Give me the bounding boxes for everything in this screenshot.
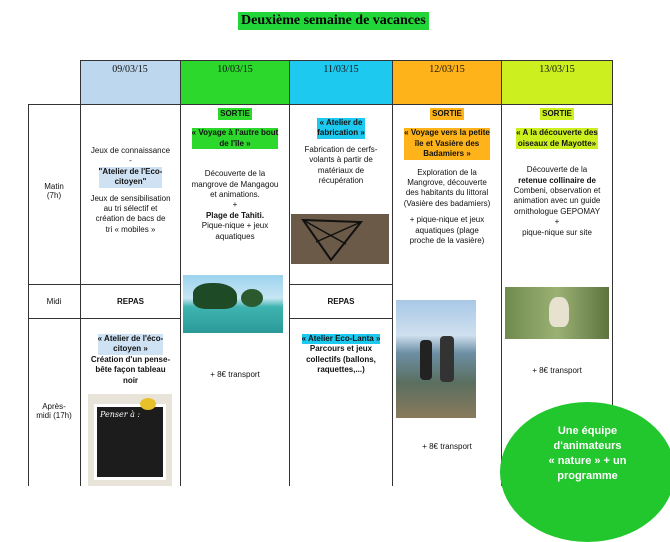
fri-morning — [502, 108, 612, 238]
text-line: bête façon tableau — [95, 365, 166, 375]
wed-morning — [290, 118, 392, 186]
mon-lunch: REPAS — [117, 297, 144, 306]
date-label: 12/03/15 — [429, 64, 465, 75]
text-line: tri « mobiles » — [105, 224, 156, 234]
col-header-fri — [502, 60, 612, 104]
chalkboard-text: Penser à : — [100, 410, 141, 419]
bird-figure — [549, 297, 569, 327]
bird-photo — [505, 287, 609, 339]
text-line: - — [129, 156, 132, 166]
thu-morning — [393, 108, 501, 246]
row-label-time: (7h) — [46, 191, 62, 200]
text-line: (Vasière des badamiers) — [403, 198, 491, 208]
thu-transport: + 8€ transport — [422, 442, 472, 451]
mangrove-trees — [241, 289, 263, 307]
grid-line — [80, 60, 81, 486]
tue-transport: + 8€ transport — [210, 370, 260, 379]
grid-line — [28, 284, 180, 285]
date-label: 10/03/15 — [217, 64, 253, 75]
wed-lunch: REPAS — [327, 297, 355, 306]
text-line: collectifs (ballons, — [306, 354, 376, 364]
text-line: retenue collinaire de — [518, 175, 596, 185]
text-line: création de bacs de — [95, 214, 166, 224]
text-line: île et Vasière des — [414, 138, 480, 148]
row-label-matin — [28, 182, 80, 200]
sortie-badge: SORTIE — [218, 108, 252, 120]
bubble-line: programme — [557, 469, 618, 482]
sortie-badge: SORTIE — [430, 108, 464, 120]
text-line: oiseaux de Mayotte» — [517, 138, 597, 148]
text-line: proche de la vasière) — [409, 235, 485, 245]
row-label-time: midi (17h) — [36, 411, 72, 420]
row-label-text: Après- — [42, 402, 66, 411]
grid-line — [290, 318, 392, 319]
text-line: au tri sélectif et — [103, 203, 158, 213]
text-line: récupération — [318, 175, 364, 185]
text-line: animation avec un guide — [513, 196, 601, 206]
text-line: des habitants du littoral — [405, 188, 489, 198]
bubble-line: « nature » + un — [548, 454, 627, 467]
text-line: fabrication » — [317, 128, 365, 138]
text-line: Mangrove, découverte — [407, 177, 487, 187]
text-line: volants à partir de — [309, 155, 373, 165]
text-line: Combeni, observation et — [513, 185, 601, 195]
text-line: « Atelier de — [319, 118, 363, 127]
date-label: 11/03/15 — [323, 64, 359, 75]
mon-afternoon — [81, 334, 180, 386]
text-line: « Voyage à l'autre bout — [191, 128, 279, 138]
col-header-wed — [290, 60, 392, 104]
mangrove-trees — [193, 283, 237, 309]
person-figure — [420, 340, 432, 380]
col-header-thu — [393, 60, 501, 104]
text-line: aquatiques (plage — [415, 225, 479, 235]
text-line: Jeux de sensibilisation — [90, 193, 171, 203]
team-bubble — [500, 402, 670, 542]
tue-morning — [181, 108, 289, 242]
text-line: Plage de Tahiti. — [205, 210, 265, 220]
outing-title — [404, 128, 490, 159]
text-line: Découverte de la — [204, 169, 266, 179]
bubble-line: Une équipe — [557, 425, 618, 437]
grid-line — [80, 60, 612, 61]
outing-title — [516, 128, 598, 149]
text-line: Exploration de la — [417, 167, 477, 177]
text-line: + pique-nique et jeux — [409, 215, 485, 225]
mangrove-photo — [183, 275, 283, 333]
kite-photo — [291, 214, 389, 264]
text-line: « Voyage vers la petite — [404, 128, 490, 138]
row-label-midi — [28, 297, 80, 306]
mon-morning — [81, 146, 180, 235]
grid-line — [28, 104, 29, 486]
text-line: Création d'un pense- — [90, 354, 171, 364]
atelier-title — [99, 167, 163, 188]
text-line: Découverte de la — [526, 165, 588, 175]
text-line: Badamiers » — [423, 149, 471, 159]
text-line: + — [232, 200, 238, 210]
row-label-apres-midi — [28, 402, 80, 420]
text-line: Fabrication de cerfs- — [304, 144, 378, 154]
atelier-title — [317, 118, 365, 139]
wed-afternoon — [290, 334, 392, 376]
sortie-badge: SORTIE — [540, 108, 574, 120]
kite-icon — [291, 214, 389, 264]
text-line: « A la découverte des — [516, 128, 598, 138]
person-figure — [440, 336, 454, 382]
text-line: aquatiques — [215, 231, 255, 241]
text-line: raquettes,...) — [317, 365, 365, 375]
text-line: Jeux de connaissance — [90, 146, 171, 155]
col-header-mon — [80, 60, 180, 104]
fri-transport: + 8€ transport — [532, 366, 582, 375]
beach-photo — [396, 300, 476, 418]
text-line: ornithologue GEPOMAY — [513, 206, 601, 216]
outing-title — [192, 128, 279, 149]
text-line: mangrove de Mangagou — [191, 179, 279, 189]
grid-line — [290, 284, 392, 285]
text-line: pique-nique sur site — [522, 227, 592, 237]
chalkboard-photo — [88, 394, 172, 486]
chalkboard — [94, 404, 166, 480]
text-line: "Atelier de l'Eco- — [98, 166, 163, 176]
bubble-line: d'animateurs — [553, 439, 622, 452]
row-label-text: Matin — [44, 182, 64, 191]
text-line: noir — [122, 375, 139, 385]
atelier-title — [98, 334, 164, 355]
grid-line — [28, 104, 612, 105]
text-line: citoyen" — [114, 177, 147, 187]
text-line: et animations. — [210, 189, 260, 199]
date-label: 09/03/15 — [112, 64, 148, 75]
text-line: « Atelier de l'éco- — [97, 334, 164, 343]
text-line: de l'île » — [219, 138, 251, 148]
row-label-text: Midi — [46, 297, 62, 306]
col-header-tue — [181, 60, 289, 104]
text-line: Parcours et jeux — [309, 344, 373, 354]
grid-line — [28, 318, 180, 319]
text-line: Pique-nique + jeux — [201, 221, 269, 231]
text-line: + — [554, 217, 560, 227]
flower-decoration — [140, 398, 156, 410]
date-label: 13/03/15 — [539, 64, 575, 75]
atelier-title: « Atelier Eco-Lanta » — [301, 334, 381, 343]
text-line: citoyen » — [113, 344, 148, 354]
text-line: matériaux de — [317, 165, 365, 175]
page-title: Deuxième semaine de vacances — [238, 12, 429, 30]
